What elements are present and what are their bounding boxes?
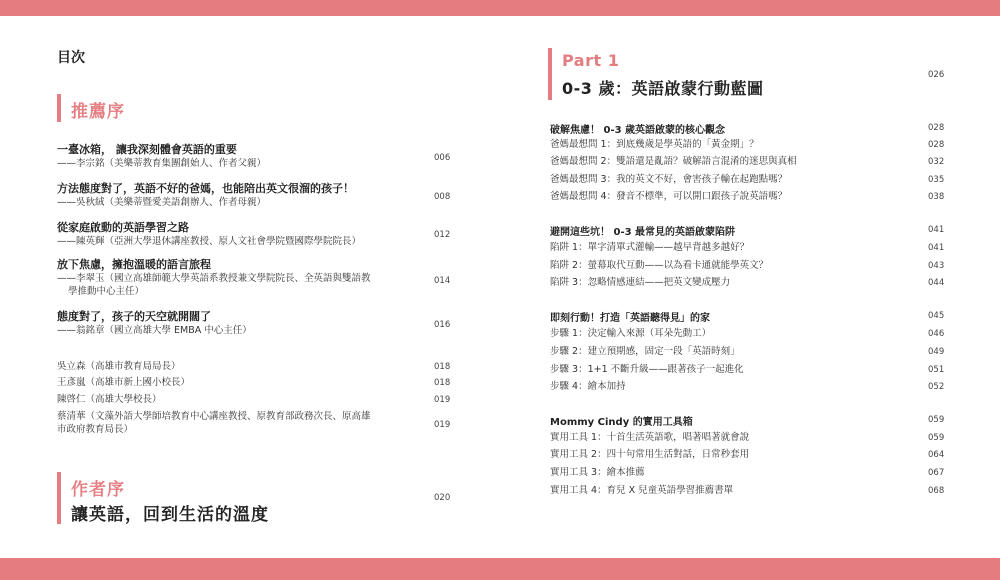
- page-number: 019: [434, 420, 451, 430]
- page-number: 028: [928, 123, 945, 133]
- part1-accent-bar: [548, 48, 552, 100]
- page-number: 014: [434, 276, 451, 286]
- toc-item[interactable]: 實用工具 4：育兒 X 兒童英語學習推薦書單: [550, 485, 734, 496]
- author-preface-accent-bar: [57, 472, 61, 524]
- recommend-entry[interactable]: [57, 143, 266, 170]
- author-preface-title[interactable]: 讓英語，回到生活的溫度: [71, 505, 269, 525]
- endorser-item[interactable]: 王彥嵐（高雄市新上國小校長）: [57, 377, 191, 388]
- entry-title: 方法態度對了，英語不好的爸媽，也能陪出英文很溜的孩子！: [57, 182, 354, 195]
- part-title[interactable]: 0-3 歲：英語啟蒙行動藍圖: [562, 79, 764, 98]
- author-preface-heading: 作者序: [71, 480, 125, 500]
- entry-title: 態度對了，孩子的天空就開闊了: [57, 310, 211, 323]
- page-number: 059: [928, 415, 945, 425]
- entry-title: 放下焦慮，擁抱溫暖的語言旅程: [57, 258, 211, 271]
- page-number: 026: [928, 70, 945, 80]
- toc-item[interactable]: 爸媽最想問 4：發音不標準，可以開口跟孩子說英語嗎？: [550, 191, 788, 202]
- page-number: 018: [434, 362, 451, 372]
- page-number: 041: [928, 225, 945, 235]
- page-number: 064: [928, 450, 945, 460]
- entry-author: ——翁銘章（國立高雄大學 EMBA 中心主任）: [57, 325, 252, 336]
- page-number: 046: [928, 329, 945, 339]
- endorser-item[interactable]: 吳立森（高雄市教育局局長）: [57, 361, 181, 372]
- page-number: 012: [434, 230, 451, 240]
- toc-item[interactable]: 陷阱 3：忽略情感連結——把英文變成壓力: [550, 277, 731, 288]
- entry-title: 從家庭啟動的英語學習之路: [57, 221, 189, 234]
- page-number: 043: [928, 261, 945, 271]
- recommend-entry[interactable]: [57, 310, 252, 337]
- recommend-entry[interactable]: [57, 182, 354, 209]
- page-number: 068: [928, 486, 945, 496]
- page-number: 006: [434, 153, 451, 163]
- toc-item[interactable]: 步驟 2：建立預期感，固定一段「英語時刻」: [550, 346, 740, 357]
- page-number: 044: [928, 278, 945, 288]
- section-heading[interactable]: Mommy Cindy 的實用工具箱: [550, 417, 693, 428]
- entry-author: ——吳秋絨（美樂蒂暨愛美語創辦人、作者母親）: [57, 197, 267, 208]
- toc-item[interactable]: 爸媽最想問 2：雙語還是亂語？破解語言混淆的迷思與真相: [550, 156, 797, 167]
- recommend-entry[interactable]: [57, 258, 371, 298]
- endorser-item[interactable]: 陳啓仁（高雄大學校長）: [57, 394, 162, 405]
- recommend-heading: 推薦序: [71, 102, 125, 122]
- toc-item[interactable]: 步驟 4：繪本加持: [550, 381, 626, 392]
- toc-item[interactable]: 步驟 3：1+1 不斷升級——跟著孩子一起進化: [550, 364, 744, 375]
- page-number: 019: [434, 395, 451, 405]
- toc-item[interactable]: 實用工具 3：繪本推薦: [550, 467, 645, 478]
- toc-title: 目次: [57, 50, 85, 66]
- page-number: 045: [928, 311, 945, 321]
- part-label: Part 1: [562, 51, 620, 70]
- page-number: 051: [928, 365, 945, 375]
- entry-author: ——陳英輝（亞洲大學退休講座教授、原人文社會學院暨國際學院院長）: [57, 236, 362, 247]
- toc-item[interactable]: 步驟 1：決定輸入來源（耳朵先動工）: [550, 328, 712, 339]
- page-number: 035: [928, 175, 945, 185]
- page-number: 059: [928, 433, 945, 443]
- page-number: 016: [434, 320, 451, 330]
- top-accent-band: [0, 0, 1000, 16]
- bottom-accent-band: [0, 558, 1000, 580]
- section-heading[interactable]: 即刻行動！打造「英語聽得見」的家: [550, 313, 710, 324]
- page-number: 028: [928, 140, 945, 150]
- page-number: 052: [928, 382, 945, 392]
- toc-item[interactable]: 陷阱 1：單字清單式灌輸——越早背越多越好？: [550, 242, 750, 253]
- recommend-accent-bar: [57, 94, 61, 122]
- toc-item[interactable]: 爸媽最想問 3：我的英文不好，會害孩子輸在起跑點嗎？: [550, 174, 788, 185]
- page-number: 038: [928, 192, 945, 202]
- page-number: 067: [928, 468, 945, 478]
- page-number: 018: [434, 378, 451, 388]
- endorser-item-cont: 市政府教育局長）: [57, 424, 134, 435]
- page-number: 008: [434, 192, 451, 202]
- toc-item[interactable]: 實用工具 2：四十句常用生活對話，日常秒套用: [550, 449, 750, 460]
- page-number: 032: [928, 157, 945, 167]
- page-number: 020: [434, 493, 451, 503]
- page-number: 049: [928, 347, 945, 357]
- toc-item[interactable]: 爸媽最想問 1：到底幾歲是學英語的「黃金期」？: [550, 139, 759, 150]
- entry-author: ——李宗銘（美樂蒂教育集團創始人、作者父親）: [57, 158, 267, 169]
- page-number: 041: [928, 243, 945, 253]
- entry-title: 一臺冰箱， 讓我深刻體會英語的重要: [57, 143, 237, 156]
- toc-item[interactable]: 實用工具 1：十首生活英語歌，唱著唱著就會說: [550, 432, 750, 443]
- entry-author-cont: 學推動中心主任）: [68, 286, 145, 297]
- section-heading[interactable]: 避開這些坑！ 0-3 最常見的英語啟蒙陷阱: [550, 227, 736, 238]
- entry-author: ——李翠玉（國立高雄師範大學英語系教授兼文學院院長、全英語與雙語教: [57, 273, 371, 284]
- toc-item[interactable]: 陷阱 2：螢幕取代互動——以為看卡通就能學英文？: [550, 260, 769, 271]
- endorser-item[interactable]: 蔡清華（文藻外語大學師培教育中心講座教授、原教育部政務次長、原高雄: [57, 411, 371, 422]
- recommend-entry[interactable]: [57, 221, 361, 248]
- section-heading[interactable]: 破解焦慮！ 0-3 歲英語啟蒙的核心觀念: [550, 125, 726, 136]
